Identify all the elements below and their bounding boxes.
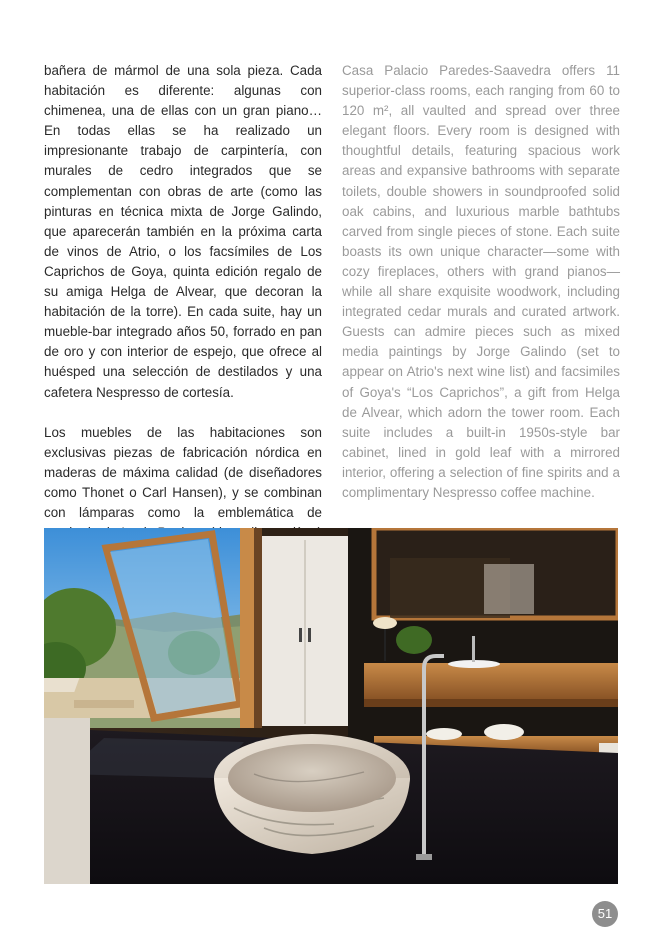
- bathroom-illustration: [44, 528, 618, 884]
- english-text-column: [342, 61, 620, 523]
- spanish-text-column: [44, 61, 322, 583]
- spanish-paragraph-1: bañera de mármol de una sola pieza. Cada habitación es diferente: algunas con chimenea, una de ellas con un gran piano… En todas ellas se ha realizado un impresionante trabajo de carpintería, con murales de cedro integrados que se complementan con obras de arte (como las pinturas en técnica mixta de Jorge Galindo, que aparecerán también en la próxima carta de vinos de Atrio, o los facsímiles de Los Caprichos de Goya, quinta edición regalo de su amiga Helga de Alvear, que decoran la habitación de la torre). En cada suite, hay un mueble-bar integrado años 50, forrado en pan de oro y con interior de espejo, que ofrece al huésped una selección de destilados y una cafetera Nespresso de cortesía.: [44, 63, 322, 400]
- bathroom-photo: [44, 528, 618, 884]
- english-paragraph-1: Casa Palacio Paredes-Saavedra offers 11 superior-class rooms, each ranging from 60 to 120 m², all vaulted and spread over three elegant floors. Every room is designed with thoughtful details, featuring spacious work areas and expansive bathrooms with separate toilets, double showers in soundproofed solid oak cabins, and luxurious marble bathtubs carved from single pieces of stone. Each suite boasts its own unique character—some with cozy fireplaces, others with grand pianos—while all share exquisite woodwork, including integrated cedar murals and curated artwork. Guests can admire pieces such as mixed media paintings by Jorge Galindo (set to appear on Atrio's next wine list) and facsimiles of Goya's “Los Caprichos”, a gift from Helga de Alvear, which adorn the tower room. Each suite includes a built-in 1950s-style bar cabinet, lined in gold leaf with a mirrored interior, offering a selection of fine spirits and a complimentary Nespresso coffee machine.: [342, 63, 620, 500]
- spanish-paragraph-2: Los muebles de las habitaciones son exclusivas piezas de fabricación nórdica en maderas de máxima calidad (de diseñadores como Thonet o Carl Hansen), y se combinan con lámparas como la emblemática de: [44, 424, 322, 520]
- page-number-badge: 51: [592, 901, 618, 927]
